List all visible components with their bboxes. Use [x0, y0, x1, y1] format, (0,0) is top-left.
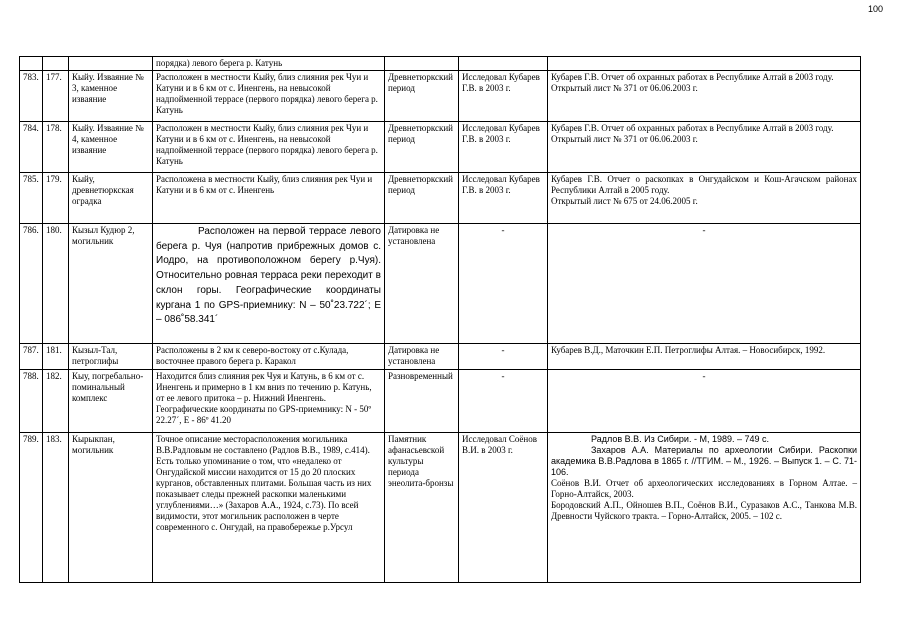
source-entry: Открытый лист № 371 от 06.06.2003 г. — [551, 134, 698, 144]
cell-researcher: Исследовал Кубарев Г.В. в 2003 г. — [459, 122, 548, 173]
cell-name: Кырыкпан, могильник — [69, 433, 153, 583]
cell-location: Точное описание месторасположения могильника В.В.Радловым не составлено (Радлов В.В., 1989, с.414). Есть только упоминание о том, что «недалеко от Онгудайской миссии находится от 15 до 20 плоских курганов, обставленных плитами. Большая часть из них показывает следы прежней раскопки маленькими углублениями…» (Захаров А.А., 1924, с.73). По всей видимости, этот могильник расположен в черте современного с. Онгудай, на правобережье р.Урсул — [153, 433, 385, 583]
source-entry: Радлов В.В. Из Сибири. - М, 1989. – 749 с. — [591, 434, 769, 444]
cell-researcher: - — [459, 344, 548, 370]
cell-location: Расположены в 2 км к северо-востоку от с.Кулада, восточнее правого берега р. Каракол — [153, 344, 385, 370]
cell-researcher — [459, 57, 548, 71]
source-entry: Открытый лист № 371 от 06.06.2003 г. — [551, 83, 698, 93]
cell-sources — [548, 57, 861, 71]
cell-name: Кыйу. Изваяние № 3, каменное изваяние — [69, 71, 153, 122]
cell-dating: Древнетюркский период — [385, 71, 459, 122]
page-number: 100 — [867, 4, 883, 14]
cell-num: 789. — [20, 433, 43, 583]
cell-num: 785. — [20, 173, 43, 224]
cell-dating: Датировка не установлена — [385, 224, 459, 344]
cell-researcher: - — [459, 224, 548, 344]
cell-location: порядка) левого берега р. Катунь — [153, 57, 385, 71]
cell-sub: 180. — [43, 224, 69, 344]
cell-sources — [548, 344, 861, 370]
location-text: Расположен на первой террасе левого берега р. Чуя (напротив прибрежных домов с. Иодро, на противоположном берегу р.Чуя). Относительно ровная терраса реки переходит в склон горы. Географические координаты кургана 1 по GPS-приемнику: N – 50˚23.722´; E – 086˚58.341´ — [156, 226, 381, 326]
table-row — [20, 122, 861, 173]
cell-sub — [43, 57, 69, 71]
cell-name: Кызыл Кудюр 2, могильник — [69, 224, 153, 344]
source-entry: - — [702, 371, 706, 381]
cell-sub: 177. — [43, 71, 69, 122]
cell-num: 784. — [20, 122, 43, 173]
cell-num: 786. — [20, 224, 43, 344]
cell-location: Расположен в местности Кыйу, близ слияния рек Чуи и Катуни и в 6 км от с. Иненгень, на невысокой надпойменной террасе (первого порядка) левого берега р. Катунь — [153, 122, 385, 173]
cell-location: Находится близ слияния рек Чуя и Катунь, в 6 км от с. Иненгень и примерно в 1 км вниз по течению р. Катунь, от ее левого притока – р. Нижний Иненгень. Географические координаты по GPS-приемнику: N - 50º 22.27´, E - 86º 41.20 — [153, 370, 385, 433]
cell-num: 787. — [20, 344, 43, 370]
cell-num — [20, 57, 43, 71]
source-entry: Кубарев Г.В. Отчет о раскопках в Онгудайском и Кош-Агачском районах Республики Алтай в 2005 году. — [551, 174, 857, 195]
cell-researcher: Исследовал Кубарев Г.В. в 2003 г. — [459, 71, 548, 122]
cell-sources — [548, 370, 861, 433]
cell-sources — [548, 433, 861, 583]
cell-sub: 178. — [43, 122, 69, 173]
cell-name: Кыу, погребально-поминальный комплекс — [69, 370, 153, 433]
cell-sub: 183. — [43, 433, 69, 583]
source-entry: Бородовский А.П., Ойношев В.П., Соёнов В.И., Суразаков А.С., Танкова М.В. Древности Чуйского тракта. – Горно-Алтайск, 2005. – 102 с. — [551, 500, 857, 521]
cell-sub: 182. — [43, 370, 69, 433]
table-row — [20, 344, 861, 370]
cell-sources — [548, 224, 861, 344]
source-entry: Открытый лист № 675 от 24.06.2005 г. — [551, 196, 698, 206]
table-row — [20, 370, 861, 433]
cell-researcher: - — [459, 370, 548, 433]
source-entry: Кубарев Г.В. Отчет об охранных работах в Республике Алтай в 2003 году. — [551, 72, 834, 82]
cell-location: Расположен в местности Кыйу, близ слияния рек Чуи и Катуни и в 6 км от с. Иненгень, на невысокой надпойменной террасе (первого порядка) левого берега р. Катунь — [153, 71, 385, 122]
cell-dating: Датировка не установлена — [385, 344, 459, 370]
source-entry: Соёнов В.И. Отчет об археологических исследованиях в Горном Алтае. – Горно-Алтайск, 2003. — [551, 478, 857, 499]
cell-name — [69, 57, 153, 71]
cell-dating — [385, 57, 459, 71]
cell-name: Кыйу, древнетюркская оградка — [69, 173, 153, 224]
source-entry: Кубарев Г.В. Отчет об охранных работах в Республике Алтай в 2003 году. — [551, 123, 834, 133]
cell-dating: Древнетюркский период — [385, 173, 459, 224]
cell-num: 788. — [20, 370, 43, 433]
table-row — [20, 224, 861, 344]
table-row-continued — [20, 57, 861, 71]
table-row — [20, 433, 861, 583]
cell-researcher: Исследовал Соёнов В.И. в 2003 г. — [459, 433, 548, 583]
cell-sources — [548, 173, 861, 224]
cell-sub: 181. — [43, 344, 69, 370]
cell-researcher: Исследовал Кубарев Г.В. в 2003 г. — [459, 173, 548, 224]
cell-dating: Памятник афанасьевской культуры периода энеолита-бронзы — [385, 433, 459, 583]
table-row — [20, 71, 861, 122]
cell-num: 783. — [20, 71, 43, 122]
monuments-table — [19, 56, 861, 583]
source-entry: - — [702, 225, 706, 235]
cell-dating: Древнетюркский период — [385, 122, 459, 173]
cell-sub: 179. — [43, 173, 69, 224]
source-entry: Захаров А.А. Материалы по археологии Сибири. Раскопки академика В.В.Радлова в 1865 г. //ТГИМ. – М., 1926. – Выпуск 1. – С. 71-106. — [551, 445, 857, 477]
cell-name: Кыйу. Изваяние № 4, каменное изваяние — [69, 122, 153, 173]
cell-location: Расположена в местности Кыйу, близ слияния рек Чуи и Катуни и в 6 км от с. Иненгень — [153, 173, 385, 224]
table-row — [20, 173, 861, 224]
cell-location — [153, 224, 385, 344]
cell-name: Кызыл-Тал, петроглифы — [69, 344, 153, 370]
cell-sources — [548, 71, 861, 122]
source-entry: Кубарев В.Д., Маточкин Е.П. Петроглифы Алтая. – Новосибирск, 1992. — [551, 345, 826, 355]
cell-sources — [548, 122, 861, 173]
cell-dating: Разновременный — [385, 370, 459, 433]
